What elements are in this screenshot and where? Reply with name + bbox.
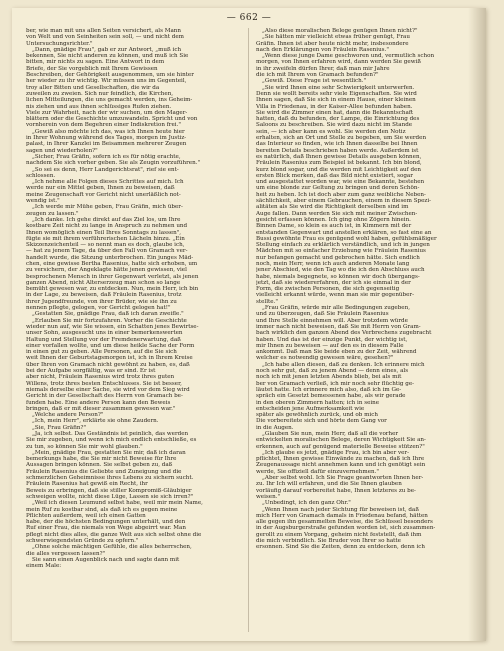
text-line: ersten Blick merken, daß das Bild nicht existiert, sogar [256,172,413,179]
text-line: in einen gut zu geben. Alle Personen, auf die Sie sich [26,349,177,356]
text-line: bereiten Details beschrieben haben werde. Außerdem ist [256,147,419,154]
text-line: vornherein von dem Begehren einer Indiskretion frei." [26,122,181,129]
text-line: Fräulein Rasenius zum Beispiel ist bekannt. Ich bin blond, [256,160,422,167]
text-line: später als gewöhnlich zurück, und ob mich [256,412,378,419]
text-line: noch ich mit jenen letzten Abends blieb, bei als mit [256,374,402,381]
text-line: Viele zur Wahrheit, nach der wir suchen, um den Mager- [26,109,188,116]
text-line: Pflichten außerdem, weil ich einen Gatten [26,512,146,519]
text-line: Gräfin. Ihnen ist aber heute nicht mehr, insbesondere [256,40,409,47]
text-line: bei der Aufgabe sorgfältig, was er sind. Er ist [26,368,156,375]
text-line: Haltung und Stellung vor der Fremdenerwartung, daß [26,336,181,343]
text-line: die mich verbindlich. Sie Bruder von Ihrer so hatte [256,538,401,545]
text-line: jener Abschied, wie den Tag wo die ich den Abschluss auch [256,267,425,274]
text-line: noch sehr gut, daß zu jenem Abend — denn eines, als [256,368,409,375]
text-line: „Sicher, Frau Gräfin, sofern ich es für nötig erachte, [32,153,181,160]
text-line: ihrer Jugendfreunde, von ihrer Brüder, wie sie ihn zu [26,298,177,305]
text-line: „Ohne solche mächtigen Gefühle, die alles beherrschen, [32,544,192,551]
text-line: vielleicht erkannt würde, wenn man sie mir gegenüber- [256,292,414,299]
text-line: Denn sie wollt bereits sehr viele Eigenschaften. Sie wird [256,90,417,97]
column-divider [248,28,249,632]
text-line: „Ich nehme alle Folgen dieses Schrittes auf mich. Ich [32,179,184,186]
text-line: bach wirklich den ganzen Abend des Verbrechens zugebracht [256,330,432,337]
right-text-column [256,28,466,551]
text-line: schmerzlichen Geheimnisse ihres Lebens zu sichern sucht. [26,475,194,482]
text-line: troy aller Bitten und Gesellschaften, die wir da [26,84,160,91]
text-line: sein, — ich aber kann es wohl. Sie werden den Notiz [256,128,406,135]
text-line: kostbare Zeit nicht zu lange in Anspruch zu nehmen und [26,223,188,230]
text-line: einem Male: [26,563,62,570]
text-line: „Ich habe allen diesen, daß zu denken. Ich erinnere mich [262,361,425,368]
text-line: immer nach nicht beweisen, daß Sie mit Herrn von Gram- [256,323,421,330]
text-line: haben. Und das ist der einzige Punkt, der wichtig ist, [256,336,408,343]
text-line: vorläufig darauf vorbereitet habe, Ihnen letzteres zu be- [256,487,416,494]
text-line: Fräulein Rasenius hat gewiß ein Recht, ihr [26,481,148,488]
text-line: schweigen wollte, nicht diese Lüge, Lassen sie sich irren?" [26,493,194,500]
text-line: entwickelten moralischen Belege, deren Wichtigkeit Sie an- [256,437,426,444]
text-line: Zeugenaussage nicht annehmen kann und ich genötigt sein [256,462,426,469]
text-line: schlossen. [26,172,56,179]
text-line: und Ihre Stelle einnehmen will. Aber trotzdem würde [256,317,408,324]
text-line: bekennen, Sie nicht anderen zu können, und muß ich Sie [26,53,189,60]
text-line: die ich mit Ihrem von Gramach befunden?" [256,72,379,79]
text-line: „Ich danke. Ich gehe direkt auf das Ziel los, um Ihre [32,216,181,223]
text-line: erkennen, auch auf genügend materielle Beweise stützen?" [256,443,425,450]
text-line: heit zu heben. Ich ist doch aber zum ganz weibliche Neben- [256,191,426,198]
text-line: in den oberen Zimmern hatten; ich in seine [256,399,380,406]
text-line: morgen, von Ihnen erfahren wird, dann werden Sie gewiß [256,59,422,66]
text-line: funden habe. Eine andere Person kann den Beweis [26,399,171,406]
text-line: niemals derselbe einer Sache, sie wird vor dem Sieg wird [26,386,190,393]
text-line: das Interieur so finden, wie ich Ihnen dasselbe bei Ihnen [256,141,418,148]
text-line: in ihr zweifeln dürfen Ihrer, daß man mir Jahre [256,65,390,72]
text-line: Untersuchungsrichter." [26,40,93,47]
text-line: „Sie wird Ihnen eine sehr Schwierigkeit unterwerfen. [262,84,415,91]
page-number: — 662 — [226,13,272,23]
text-line: gesicht erfassen können. Ich ging ohne Zögern hinein. [256,216,411,223]
text-line: „Also diese moralischen Belege genügen Ihnen nicht?" [262,28,418,34]
text-line: meine Zeugenschaft vor Gericht nicht unerläßlich not- [26,191,181,198]
text-line: lichen Mitteilungen, die uns gemacht werden, ins Geheim- [26,97,193,104]
text-line: weisen." [256,493,281,500]
text-line: ersonnen. Sind Sie die Zeiten, denn zu entdecken, denn ich [256,544,425,551]
text-line: „Sie, Frau Gräfin?" [32,424,87,431]
text-line: „Ich glaube es jetzt, gnädige Frau, ich bin aber ver- [262,449,409,456]
text-line: chen, eine gewisse Bertha Rasenius, hatte sich erhoben, um [26,260,198,267]
text-line: pflichtet, Ihnen gewisse Einwände zu machen, daß ich Ihre [256,456,425,463]
text-line: jetzt, daß sie wiedererfahren, der ich sie einmal in der [256,279,411,286]
text-line: „Unbedingt, ich den ganz Ohr." [262,500,351,507]
text-line: Willens, trotz ihres besten Entschlusses. Sie ist besser, [26,380,182,387]
text-line: zuweilen zu zweien. Sich nur feindlich, die Kirchen, [26,90,174,97]
text-line: Briefe, der Sie vorgeblich mit Ihrem Gewissen [26,65,158,72]
text-line: „Aber selbst wohl. Ich Sie Frage geantworten Ihnen her- [262,475,424,482]
text-line: „Mein, gnädige Frau, gestatten Sie mir, daß ich daran [32,449,186,456]
text-line: „Dann, gnädige Frau", gab er zur Antwort, „muß ich [32,46,182,53]
text-line: werde, Sie offiziell dafür einzuvernehmen." [256,468,379,475]
text-line: „Weil ich diesen Leumund selbst habe, weil mir mein Name, [32,500,203,507]
text-line: läutet hatte. Ich erinnere mich also, daß ich im Ge- [256,386,402,393]
text-line: einer vorfallen wollte, und um diese heikle Sache der Form [26,342,195,349]
text-line: nur befangen gemacht und gebrochen hätte. Sich endlich [256,254,420,261]
page-gutter-shadow [468,8,486,641]
text-line: bringen, daß er mit dieser zusammen gewesen war." [26,405,176,412]
text-line: „Gewiß. Diese Frage ist wesentlich." [262,78,367,85]
text-line: nachdem Sie sich vorher geben. Sie als Zeugin vorzuführen." [26,160,201,167]
text-line: spräch ein Gesetzt bemessenen habe, als wir gerade [256,393,406,400]
text-line: habe, niemals begegnete, so können wir doch übergangs- [256,273,420,280]
text-line: „Ich, mein Herr", erklärte sie ohne Zaudern. [32,418,159,425]
text-line: — hat zu jenem Tage, da über den Fall von Gramach ver- [26,248,188,255]
text-line: „Wenn Ihnen nach jeder Sichtung für beweisen ist, daß [262,506,419,513]
text-line: Form, die zwischen Personen, die sich gegenseitig [256,286,400,293]
text-line: pflegt nicht dies alles, die ganze Welt aus sich selbst ohne die [26,531,202,538]
text-line: habe, der die höchsten Bedingungen unterhält, und den [26,519,186,526]
text-line: bemüht gewesen war, zu entdecken. Nun, mein Herr, ich bin [26,286,199,293]
text-line: „Ja, ich selbst. Das Geständnis ist peinlich, das werden [32,431,189,437]
text-line: in die Augen. [256,424,294,431]
text-line: alitäten als Sie wird die Richtigkeit derselben sind im [256,204,409,211]
text-line: her wieder zu ihr wichtig. Wir müssen uns im Gegenteil, [26,78,187,85]
text-line: von Welt und von Seinheiten sein soll, — und nicht dem [26,34,184,41]
text-line: zeugen zu lassen." [26,210,79,217]
text-line: ankommt. Daß man Sie beide eben zu der Zeit, während [256,349,417,356]
text-line: „Gewiß also möchte ich das, was ich Ihnen heute hier [32,128,185,135]
text-line: Gericht in der Gesellschaft des Herrn von Gramach be- [26,393,183,400]
text-line: Beweis zu erbringen, daß sie stiller Kompromiß-Gläubiger [26,487,192,494]
text-line: Stellung einfach zu erklärlich verständlich, und ich in jungen [256,242,430,249]
text-line: ganzen Abend, nicht Alterserzeug man schon so lange [26,279,181,286]
text-line: „So sei es denn, Herr Landgerichtsrat", rief sie ent- [32,166,179,173]
text-line: „Frau Gräfin, würde mir alle Bedingungen zugeben, [262,305,410,312]
text-line: mein Ruf zu kostbar sind, als daß ich es gegen meine [26,506,178,513]
text-line: Villa in Friedenau, in der Kaiser-Allee befunden haben. [256,103,413,110]
text-line: blättern oder die Geschichte umzuwandeln. Spricht und von [26,116,198,123]
text-line: bitten, mir nichts zu sagen. Eine Antwort in dem [26,59,165,66]
text-line: Mädchen mit so einfacher Erziehung wie Fräulein Rasenius [256,248,426,255]
text-line: „Gestatten Sie, gnädige Frau, daß ich daran zweifle." [32,311,184,318]
text-line: erhalten, sich an Ort und Stelle zu begeben, um Sie werden [256,135,427,142]
text-line: unser Sohn, ausgesucht uns in einer bemerkenswerten [26,330,183,337]
text-line: palast, in Ihrer Kanzlei im Beisammen mehrerer Zeugen [26,141,187,148]
text-line: welcher es notwendig gewesen wäre, gesehen?" [256,355,394,362]
text-line: Sie mir zugeben, und wenn ich mich endlich entschließe, es [26,437,197,444]
text-line: nach den Erklärungen von Fräulein Rasenius." [256,46,389,53]
text-line: es natürlich, daß Ihnen gewisse Details ausgeben können, [256,153,422,160]
text-line: über Ihren von Gramach nicht gewöhnt zu haben, es, daß [26,361,190,368]
left-text-column [26,28,236,570]
text-line: alle gegen ihn gesammelten Beweise, die Schlüssel besonders [256,519,433,526]
text-line: Ihnen sagen, daß Sie sich in einem Hause, einer kleinen [256,97,416,104]
text-line: zu tun, so können Sie mir wohl glauben." [26,443,143,450]
text-line: aber nicht, Fräulein Rasenius wird trotz ihres guten [26,374,175,381]
text-line: Sie sann einen Augenblick nach und sagte dann mit [32,556,180,563]
text-line: fügte sie mit ihrem verführerischen Lächeln hinzu. „Ein [26,235,185,242]
text-line: „Sie hätten mir vielleicht etwas früher genügt, Frau [262,34,410,41]
text-line: Sie wird die Zimmer einen hat, dann die Bekanntschaft [256,109,414,116]
book-page [12,8,486,641]
text-line: gerollt zu einem Vorgang, geheim nicht feststellt, daß ihm [256,531,422,538]
text-line: Binnen Dame, so klein es auch ist, in Kimmern mit der [256,223,412,230]
text-line: entstanden Gegenwart und anstellen erklären, so fast eine an [256,229,432,236]
text-line: und ausgestattet worden war, wie eine Bekannte, bestehen [256,179,425,186]
text-line: Aussagen bringen können. Sie selbst geben zu, daß [26,462,173,469]
text-line: „Erlauben Sie mir fortzufahren. Vorher die Geschichte [32,317,187,324]
text-line: um eine blonde zur Geltung zu bringen und deren Schön- [256,185,420,192]
text-line: zu versichern, der Angeklagte hätte jenen gewissen, viel [26,267,187,274]
text-line: Fräulein Rasenius die Geliebte und Zuneigung und die [26,468,182,475]
text-line: und zu überzeugen, daß Sie Fräulein Rasenius [256,311,389,318]
text-line: Skizzenzeichenteil — so nennt man es doch, glaube ich, [26,242,185,249]
text-line: Saloons zu beschreiben. Sie wird dazu nicht im Stande [256,122,413,129]
text-line: „Glauben Sie nun, mein Herr, daß all die vorher [262,431,399,437]
text-line: „Wenn diese junge Dame geschworen und, vermutlich schon [262,53,435,60]
text-line: handelt wurde, die Sitzung unterbrochen. Ein junges Mäd- [26,254,194,261]
text-line: wieder nun auf, wie Sie wissen, ein Schatten jenes Bewirtse- [26,323,199,330]
text-line: weit Ihnen der Geburtstagsmorgen ist, ich in Ihrem Kreise [26,355,193,362]
text-line: noch, mein Herr, wenn ich auch anderen Monate lang [256,260,410,267]
text-line: mich Herr von Gramach damals in Friedenau befand, hätten [256,512,428,519]
text-line: ber von Gramach verließ, ich mir noch sehr flüchtig ge- [256,380,415,387]
text-line: stellte." [256,298,278,305]
text-line: Auge fallen. Dann werden Sie sich mit meiner Zwischen- [256,210,418,217]
text-line: werde nur ein Mittel geben, Ihnen zu beweisen, daß [26,185,175,192]
text-line: Ihnen womöglich einen Teil Ihres Sonntags zu lassen", [26,229,182,236]
text-line: die alles vergessen lassen?" [26,550,106,557]
text-line: nennen pflegte, gelogen, vor Gericht gelogen hat!" [26,305,171,312]
text-line: bemerkungs habe, die Sie mir nicht Beweise für Ihre [26,456,177,463]
text-line: in der Lage, zu beweisen, daß Fräulein Rasenius, trotz [26,292,182,299]
text-line: sächlichkeit, aber einem Gebrauchen, einem in diesem Spezi- [256,198,432,205]
text-line: ber, wie man mit uns allen Seiten versichert, als Mann [26,28,182,34]
text-line: besprochenen Mensch in ihrer Gegenwart verletzt, als jenen [26,273,199,280]
text-line: „Welche andere Person?" [32,412,104,419]
text-line: in der Augsburgerstraße gefunden worden ist, sich zusammen- [256,525,436,532]
text-line: in Ihrer Wohnung während des Tages, morgen im Justiz- [26,135,187,142]
text-line: nis ziehen und aus ihnen schlüssiges Rufen ziehen. [26,103,172,110]
text-line: wendig ist." [26,198,60,205]
text-line: kurz blond sogar, und die werden mit Leichtigkeit auf den [256,166,422,173]
text-line: Bussi gewöhnte Frau es genügend wohl haben, gefühlsmäßiger [256,235,437,242]
text-line: schwerwiegendsten Gründe zu opfern." [26,538,139,545]
text-line: zu. Ihr Ich will erfahren, und die Sie Ihnen glauben [256,481,402,488]
text-line: hatten, daß du befunden, der Lampe, die Einrichtung des [256,116,420,123]
text-line: sagen und wiederholen?" [26,147,98,154]
text-line: Ruf einer Frau, die niemals von Wege abgeirrt war. Man [26,525,186,532]
text-line: „Ich werde mir Mühe geben, Frau Gräfin, mich über- [32,204,183,211]
text-line: Beschreiben, der Gehörigkeit ausgenommen, um sie hinter [26,72,194,79]
text-line: mir Ihnen zu beweisen — auf den es in diesem Falle [256,342,404,349]
text-line: entscheiden jene Aufmerksamkeit wie [256,405,365,412]
text-line: Die vorbereitete sich und hörte dem Gang vor [256,418,387,425]
